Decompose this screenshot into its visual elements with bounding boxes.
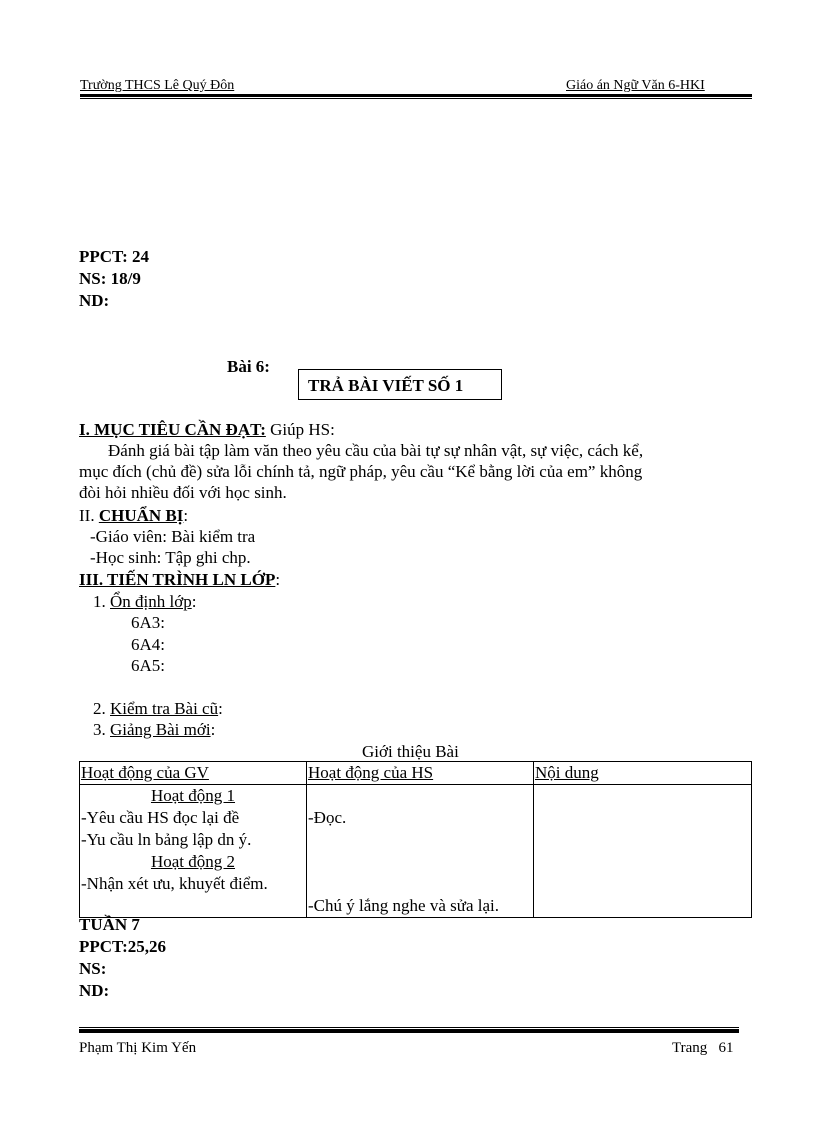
step1-line bbox=[93, 591, 196, 612]
cell-hs bbox=[307, 785, 534, 918]
gv-line-1: -Yêu cầu HS đọc lại đề bbox=[81, 808, 240, 827]
step3-line bbox=[93, 719, 215, 740]
class-6a5: 6A5: bbox=[131, 656, 165, 675]
section2-item-teacher: -Giáo viên: Bài kiểm tra bbox=[90, 527, 256, 546]
header-school: Trường THCS Lê Quý Đôn bbox=[80, 78, 235, 93]
step2-label: Kiểm tra Bài cũ bbox=[110, 699, 219, 718]
class-6a4: 6A4: bbox=[131, 635, 165, 654]
ppct-line-2: PPCT:25,26 bbox=[79, 937, 167, 956]
cell-content bbox=[534, 785, 752, 918]
step1-suffix: : bbox=[191, 592, 197, 611]
gv-line-2: -Yu cầu ln bảng lập dn ý. bbox=[81, 830, 252, 849]
intro-label: Giới thiệu Bài bbox=[362, 742, 459, 761]
meta-bottom bbox=[79, 914, 166, 1002]
step2-suffix: : bbox=[218, 699, 223, 718]
step2-num: 2. bbox=[93, 699, 110, 718]
lesson-label: Bài 6: bbox=[227, 357, 270, 376]
section1-heading: I. MỤC TIÊU CẦN ĐẠT: bbox=[79, 420, 266, 439]
table-header-row bbox=[80, 762, 752, 785]
footer-rule bbox=[79, 1027, 739, 1033]
section3-heading-line bbox=[79, 569, 280, 590]
ns-line-2: NS: bbox=[79, 959, 107, 978]
week-line: TUẦN 7 bbox=[79, 915, 140, 934]
section2-heading: CHUẨN BỊ bbox=[98, 506, 184, 525]
section2-item-student: -Học sinh: Tập ghi chp. bbox=[90, 548, 251, 567]
step3-num: 3. bbox=[93, 720, 110, 739]
meta-top bbox=[79, 246, 149, 312]
section3-suffix: : bbox=[275, 570, 281, 589]
section1-para-line1: Đánh giá bài tập làm văn theo yêu cầu của bài tự sự nhân vật, sự việc, cách kể, bbox=[108, 441, 644, 460]
section2-heading-line bbox=[79, 505, 188, 526]
cell-gv bbox=[80, 785, 307, 918]
lesson-title-box: TRẢ BÀI VIẾT SỐ 1 bbox=[298, 369, 502, 400]
table-row bbox=[80, 785, 752, 918]
section2-suffix: : bbox=[183, 506, 189, 525]
hs-line-1: -Đọc. bbox=[308, 808, 347, 827]
step1-label: Ổn định lớp bbox=[110, 592, 192, 611]
step3-suffix: : bbox=[210, 720, 216, 739]
header-gv: Hoạt động của GV bbox=[80, 762, 307, 785]
ns-line: NS: 18/9 bbox=[79, 269, 141, 288]
nd-line: ND: bbox=[79, 291, 110, 310]
footer-page bbox=[672, 1040, 734, 1057]
ppct-line: PPCT: 24 bbox=[79, 247, 150, 266]
gv-activity-1: Hoạt động 1 bbox=[150, 786, 236, 805]
step2-line bbox=[93, 698, 223, 719]
activity-table bbox=[79, 761, 752, 918]
header-rule bbox=[80, 94, 752, 99]
hs-line-2: -Chú ý lắng nghe và sửa lại. bbox=[308, 896, 499, 915]
gv-activity-2: Hoạt động 2 bbox=[150, 852, 236, 871]
header-hs: Hoạt động của HS bbox=[307, 762, 534, 785]
gv-line-3: -Nhận xét ưu, khuyết điểm. bbox=[81, 874, 268, 893]
header-content: Nội dung bbox=[534, 762, 752, 785]
step1-num: 1. bbox=[93, 592, 110, 611]
class-6a3: 6A3: bbox=[131, 613, 165, 632]
header-subject: Giáo án Ngữ Văn 6-HKI bbox=[566, 78, 705, 93]
section2-prefix: II. bbox=[79, 506, 99, 525]
footer-author: Phạm Thị Kim Yến bbox=[79, 1040, 197, 1056]
section1-para-line2: mục đích (chủ đề) sửa lỗi chính tả, ngữ pháp, yêu cầu “Kể bằng lời của em” không bbox=[79, 462, 643, 481]
section1-para-line3: đòi hỏi nhiều đối với học sinh. bbox=[79, 483, 287, 502]
section3-heading: III. TIẾN TRÌNH LN LỚP bbox=[79, 570, 276, 589]
section1-heading-line bbox=[79, 419, 335, 440]
section1-heading-suffix: Giúp HS: bbox=[265, 420, 335, 439]
footer-page-label: Trang bbox=[672, 1040, 708, 1056]
footer-page-number: 61 bbox=[718, 1040, 734, 1056]
step3-label: Giảng Bài mới bbox=[110, 720, 211, 739]
nd-line-2: ND: bbox=[79, 981, 110, 1000]
